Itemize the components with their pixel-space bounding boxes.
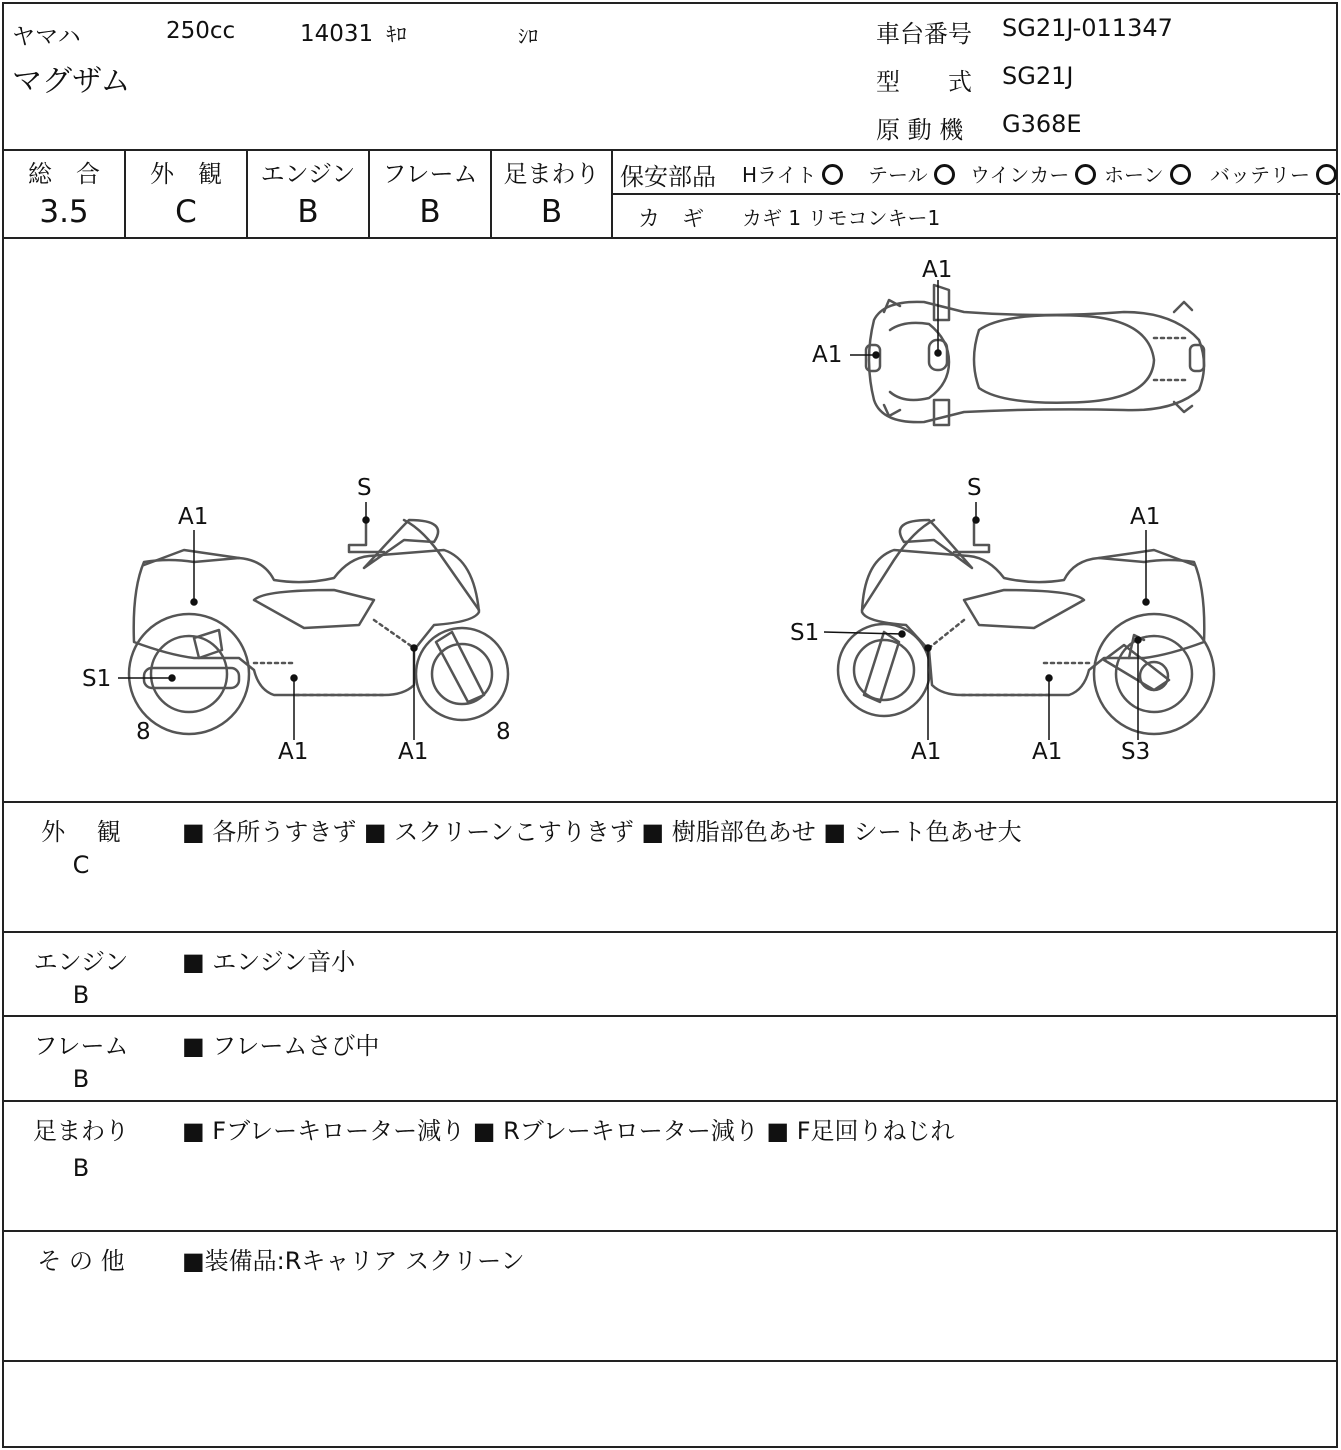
left-label-s1: S1	[82, 666, 112, 692]
top-label-a1: A1	[922, 257, 953, 283]
safety-item-winker: ウインカー	[970, 159, 1096, 188]
top-label-a1: A1	[812, 342, 843, 368]
model-type-label: 型 式	[876, 68, 972, 96]
frame-no-value: SG21J-011347	[1002, 14, 1173, 42]
left-label-a1: A1	[398, 739, 429, 765]
note-frame-text: ■ フレームさび中	[182, 1032, 380, 1060]
key-value: カギ 1 リモコンキー1	[742, 206, 941, 230]
color: ｼﾛ	[518, 24, 538, 48]
grade-suspension-value: B	[540, 194, 563, 230]
right-label-s: S	[967, 475, 982, 501]
scooter-top-view	[866, 285, 1204, 425]
scooter-left-view	[129, 520, 508, 734]
note-engine-grade: B	[72, 981, 90, 1009]
note-frame-label: フレーム	[33, 1032, 129, 1060]
note-suspension-text: ■ Fブレーキローター減り ■ Rブレーキローター減り ■ F足回りねじれ	[182, 1117, 955, 1145]
mileage	[300, 18, 406, 47]
grade-frame-value: B	[419, 194, 441, 230]
safety-item-battery: バッテリー	[1210, 159, 1337, 188]
note-other-label: そ の 他	[37, 1247, 125, 1275]
left-label-s: S	[357, 475, 372, 501]
note-suspension-grade: B	[72, 1154, 90, 1182]
grade-frame-label: フレーム	[382, 160, 478, 188]
inspection-sheet	[2, 2, 1338, 1448]
divider	[4, 149, 1336, 151]
note-exterior-grade: C	[72, 851, 90, 879]
grade-total-value: 3.5	[39, 194, 89, 230]
ok-circle-icon	[934, 164, 955, 185]
right-label-s3: S3	[1121, 739, 1151, 765]
engine-type-value: G368E	[1002, 110, 1082, 138]
scooter-right-view	[838, 520, 1214, 734]
note-suspension-label: 足まわり	[33, 1117, 129, 1145]
grade-exterior-label: 外 観	[150, 160, 222, 188]
ok-circle-icon	[822, 164, 843, 185]
safety-item-tail: テール	[868, 159, 955, 188]
model-name: マグザム	[12, 64, 131, 99]
left-label-8: 8	[496, 719, 511, 745]
grade-total-label: 総 合	[28, 160, 100, 188]
grade-engine-label: エンジン	[260, 160, 356, 188]
left-label-a1: A1	[278, 739, 309, 765]
ok-circle-icon	[1075, 164, 1096, 185]
left-label-8: 8	[136, 719, 151, 745]
frame-no-label: 車台番号	[876, 20, 972, 48]
engine-type-label: 原 動 機	[876, 116, 964, 144]
note-engine-text: ■ エンジン音小	[182, 948, 356, 976]
left-label-a1: A1	[178, 504, 209, 530]
mileage-value: 14031	[300, 21, 374, 47]
grade-suspension-label: 足まわり	[503, 160, 600, 188]
right-label-a1: A1	[911, 739, 942, 765]
note-frame-grade: B	[72, 1065, 90, 1093]
right-label-a1: A1	[1032, 739, 1063, 765]
mileage-unit: ｷﾛ	[386, 22, 407, 46]
maker: ヤマハ	[12, 24, 81, 50]
grade-exterior-value: C	[175, 194, 197, 230]
safety-item-horn: ホーン	[1104, 159, 1191, 188]
right-label-a1: A1	[1130, 504, 1161, 530]
grade-engine-value: B	[297, 194, 319, 230]
note-engine-label: エンジン	[33, 948, 129, 976]
safety-item-headlight: Hライト	[742, 159, 843, 188]
note-exterior-label: 外 観	[41, 818, 121, 846]
safety-label: 保安部品	[620, 163, 716, 191]
key-label: カ ギ	[638, 207, 705, 232]
note-exterior-text: ■ 各所うすきず ■ スクリーンこすりきず ■ 樹脂部色あせ ■ シート色あせ大	[182, 818, 1022, 846]
model-type-value: SG21J	[1002, 62, 1074, 90]
note-other-text: ■装備品:Rキャリア スクリーン	[182, 1247, 525, 1275]
ok-circle-icon	[1170, 164, 1191, 185]
displacement: 250cc	[166, 18, 236, 44]
ok-circle-icon	[1316, 164, 1337, 185]
right-label-s1: S1	[790, 620, 820, 646]
